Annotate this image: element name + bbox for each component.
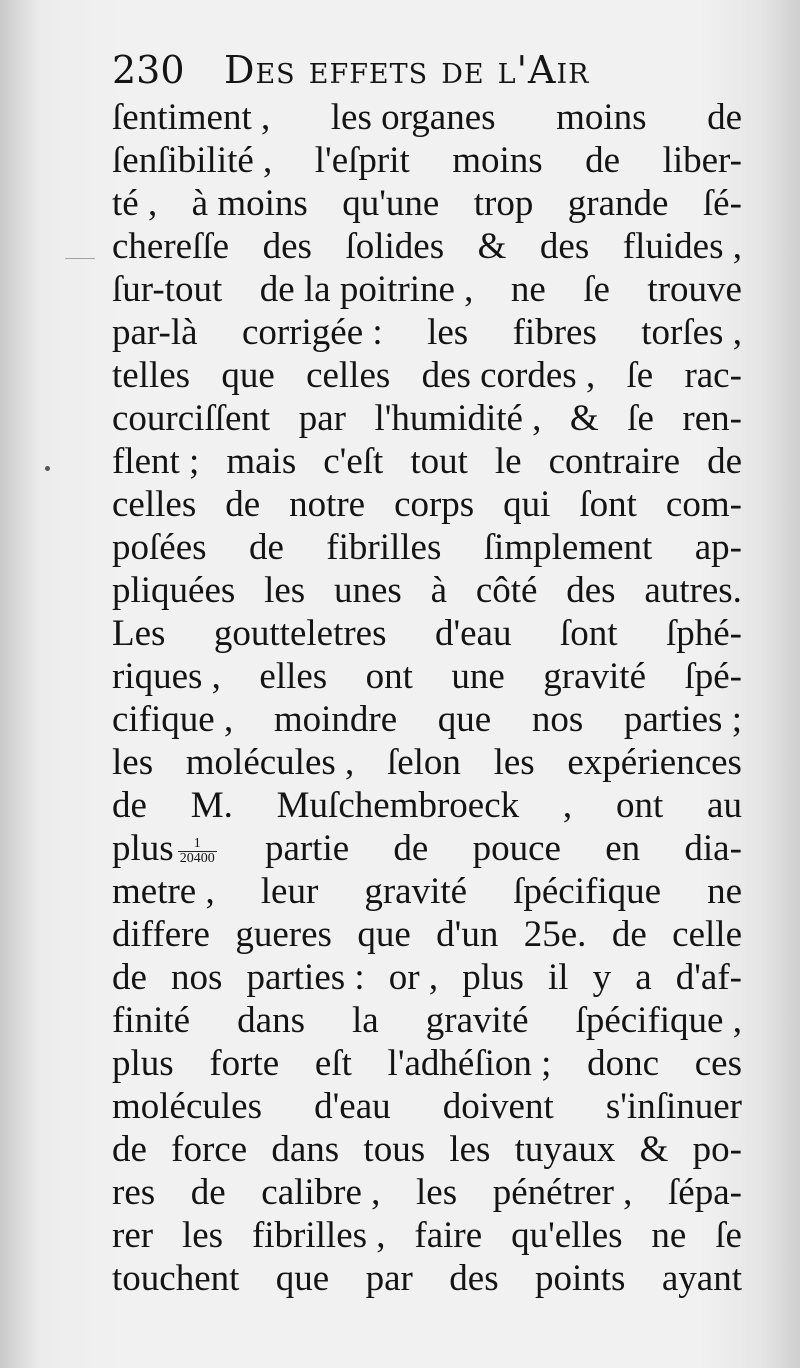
word: dans xyxy=(271,1129,340,1170)
word: ſolides xyxy=(345,226,445,267)
word: riques , xyxy=(112,656,221,697)
word: po- xyxy=(692,1129,742,1170)
word: Muſchembroeck xyxy=(276,785,520,826)
word: notre xyxy=(289,484,366,525)
word: de xyxy=(112,957,147,998)
word: pliquées xyxy=(112,570,236,611)
word: par-là xyxy=(112,312,198,353)
word: moindre xyxy=(273,699,398,740)
word: ſimplement xyxy=(483,527,653,568)
text-line xyxy=(112,698,742,741)
word: elles xyxy=(259,656,328,697)
word: poſées xyxy=(112,527,207,568)
word: nos xyxy=(531,699,584,740)
text-line xyxy=(112,225,742,268)
word: tout xyxy=(410,441,468,482)
word: les xyxy=(416,1172,458,1213)
word: gravité xyxy=(543,656,647,697)
text-line xyxy=(112,870,742,913)
word: parties ; xyxy=(623,699,742,740)
word: que xyxy=(437,699,492,740)
word: differe xyxy=(112,914,210,955)
word: d'eau xyxy=(314,1086,391,1127)
word: pouce xyxy=(472,828,561,869)
word: mais xyxy=(226,441,297,482)
word: plus xyxy=(112,828,174,869)
word: flent ; xyxy=(112,441,200,482)
word: nos xyxy=(171,957,223,998)
word: ont xyxy=(365,656,413,697)
word: contraire xyxy=(548,441,681,482)
word: des xyxy=(449,1258,499,1299)
text-line xyxy=(112,397,742,440)
word: parties : xyxy=(246,957,365,998)
word: de xyxy=(190,1172,226,1213)
word: courciſſent xyxy=(112,398,271,439)
word: de xyxy=(707,97,742,138)
word: c'eſt xyxy=(323,441,384,482)
running-title: Des effets de l'Air xyxy=(224,48,590,92)
word: de xyxy=(248,527,284,568)
word: en xyxy=(605,828,641,869)
page-header xyxy=(112,48,589,92)
text-line xyxy=(112,96,742,139)
word: telles xyxy=(112,355,191,396)
word: ſépa- xyxy=(668,1172,742,1213)
word: rer xyxy=(112,1215,154,1256)
word: moins xyxy=(556,97,647,138)
text-line xyxy=(112,1257,742,1300)
word: molécules , xyxy=(185,742,355,783)
word: les xyxy=(449,1129,491,1170)
word: M. xyxy=(190,785,233,826)
word: ſpécifique xyxy=(513,871,662,912)
word: doivent xyxy=(442,1086,554,1127)
word: & xyxy=(639,1129,669,1170)
word: touchent xyxy=(112,1258,240,1299)
text-line xyxy=(112,1171,742,1214)
word: la xyxy=(352,1000,379,1041)
word: 25e. xyxy=(523,914,587,955)
word: ſont xyxy=(559,613,618,654)
text-line xyxy=(112,182,742,225)
word: de xyxy=(611,914,647,955)
word: grande xyxy=(567,183,669,224)
word: autres. xyxy=(644,570,742,611)
word: ſenſibilité , xyxy=(112,140,273,181)
word: ſur-tout xyxy=(112,269,223,310)
text-line xyxy=(112,784,742,827)
word: calibre , xyxy=(261,1172,381,1213)
word: des xyxy=(539,226,590,267)
word: ſelon xyxy=(386,742,461,783)
page-number: 230 xyxy=(112,48,185,92)
word: les xyxy=(181,1215,224,1256)
word: au xyxy=(707,785,742,826)
word: rac- xyxy=(684,355,742,396)
word: chereſſe xyxy=(112,226,230,267)
text-line xyxy=(112,483,742,526)
word: Les xyxy=(112,613,166,654)
word: fibres xyxy=(512,312,597,353)
word: fibrilles xyxy=(326,527,442,568)
word: celle xyxy=(672,914,742,955)
word: unes xyxy=(333,570,402,611)
word: celles xyxy=(306,355,391,396)
word: donc xyxy=(587,1043,660,1084)
fraction-numerator: 1 xyxy=(178,837,217,852)
word: or , xyxy=(388,957,439,998)
word: ſe xyxy=(626,355,654,396)
text-line xyxy=(112,999,742,1042)
word: ap- xyxy=(694,527,742,568)
word: ſpécifique , xyxy=(575,1000,742,1041)
word: dans xyxy=(237,1000,305,1041)
word: tuyaux xyxy=(514,1129,616,1170)
word: ont xyxy=(615,785,664,826)
word: l'eſprit xyxy=(314,140,410,181)
text-line xyxy=(112,612,742,655)
word: ſentiment , xyxy=(112,97,271,138)
word: force xyxy=(171,1129,248,1170)
word: a xyxy=(635,957,652,998)
word: torſes , xyxy=(641,312,742,353)
word: des cordes , xyxy=(421,355,596,396)
word: à moins xyxy=(191,183,308,224)
word: qu'une xyxy=(342,183,440,224)
word: les xyxy=(264,570,306,611)
body-text xyxy=(112,96,742,1300)
word: dia- xyxy=(684,828,742,869)
word: les organes xyxy=(330,97,496,138)
word: les xyxy=(493,742,535,783)
word: molécules xyxy=(112,1086,263,1127)
fraction-denominator: 20400 xyxy=(179,851,215,867)
text-line xyxy=(112,569,742,612)
word: des xyxy=(262,226,312,267)
word: ayant xyxy=(661,1258,742,1299)
word: trop xyxy=(473,183,534,224)
margin-mark xyxy=(45,466,50,471)
word: l'humidité , xyxy=(374,398,542,439)
word: qu'elles xyxy=(511,1215,623,1256)
text-line xyxy=(112,440,742,483)
word: leur xyxy=(260,871,319,912)
word: fluides , xyxy=(622,226,742,267)
word: il xyxy=(547,957,569,998)
text-line xyxy=(112,1042,742,1085)
text-line xyxy=(112,1085,742,1128)
word: que xyxy=(221,355,275,396)
word: liber- xyxy=(662,140,742,181)
word: les xyxy=(112,742,154,783)
text-line xyxy=(112,655,742,698)
word: ſont xyxy=(579,484,637,525)
word: fibrilles , xyxy=(251,1215,386,1256)
word: corps xyxy=(394,484,475,525)
word: ſpé- xyxy=(684,656,742,697)
word: corrigée : xyxy=(241,312,383,353)
word: côté xyxy=(475,570,538,611)
word: d'un xyxy=(436,914,499,955)
word: trouve xyxy=(647,269,742,310)
word: le xyxy=(494,441,522,482)
word: de xyxy=(225,484,261,525)
word: de xyxy=(112,785,147,826)
word: de xyxy=(112,1129,147,1170)
word: forte xyxy=(209,1043,280,1084)
word: gravité xyxy=(425,1000,529,1041)
margin-mark xyxy=(65,258,95,259)
text-line xyxy=(112,311,742,354)
word: ne xyxy=(651,1215,687,1256)
word: faire xyxy=(414,1215,483,1256)
word: metre , xyxy=(112,871,215,912)
word: d'eau xyxy=(434,613,512,654)
word: gueres xyxy=(235,914,332,955)
word: ſe xyxy=(627,398,654,439)
word: & xyxy=(569,398,599,439)
text-line xyxy=(112,913,742,956)
word: à xyxy=(430,570,448,611)
word: expériences xyxy=(567,742,742,783)
text-line xyxy=(112,956,742,999)
word: finité xyxy=(112,1000,191,1041)
word: ſe xyxy=(583,269,610,310)
text-line xyxy=(112,526,742,569)
word: tous xyxy=(363,1129,426,1170)
word: l'adhéſion ; xyxy=(387,1043,552,1084)
word: ſphé- xyxy=(665,613,742,654)
word: eſt xyxy=(314,1043,352,1084)
word: de la poitrine , xyxy=(259,269,474,310)
word: ne xyxy=(510,269,546,310)
word: par xyxy=(298,398,346,439)
word: ren- xyxy=(682,398,742,439)
text-line xyxy=(112,354,742,397)
word: de xyxy=(707,441,742,482)
word: ces xyxy=(694,1043,742,1084)
word: que xyxy=(357,914,411,955)
word: pénétrer , xyxy=(492,1172,633,1213)
word: & xyxy=(477,226,507,267)
word: plus xyxy=(112,1043,174,1084)
word: té , xyxy=(112,183,158,224)
text-line xyxy=(112,139,742,182)
fraction xyxy=(178,837,217,866)
text-line xyxy=(112,1214,742,1257)
word: partie xyxy=(264,828,350,869)
word: de xyxy=(393,828,429,869)
word: , xyxy=(562,785,573,826)
text-line xyxy=(112,1128,742,1171)
word: d'af- xyxy=(675,957,742,998)
word: s'inſinuer xyxy=(605,1086,742,1127)
word: points xyxy=(534,1258,626,1299)
word: celles xyxy=(112,484,197,525)
word: les xyxy=(427,312,469,353)
word: de xyxy=(585,140,621,181)
word: ſé- xyxy=(702,183,742,224)
word: com- xyxy=(665,484,742,525)
word: par xyxy=(365,1258,413,1299)
word: qui xyxy=(503,484,551,525)
word: cifique , xyxy=(112,699,234,740)
word: des xyxy=(566,570,616,611)
word: une xyxy=(451,656,505,697)
word: moins xyxy=(452,140,543,181)
text-line xyxy=(112,741,742,784)
word: ſe xyxy=(715,1215,742,1256)
text-line xyxy=(112,827,742,870)
word: gravité xyxy=(364,871,468,912)
word: goutteletres xyxy=(213,613,387,654)
word-group xyxy=(112,827,221,870)
word: que xyxy=(275,1258,330,1299)
word: plus xyxy=(462,957,524,998)
word: res xyxy=(112,1172,156,1213)
text-line xyxy=(112,268,742,311)
word: y xyxy=(592,957,612,998)
word: ne xyxy=(707,871,742,912)
